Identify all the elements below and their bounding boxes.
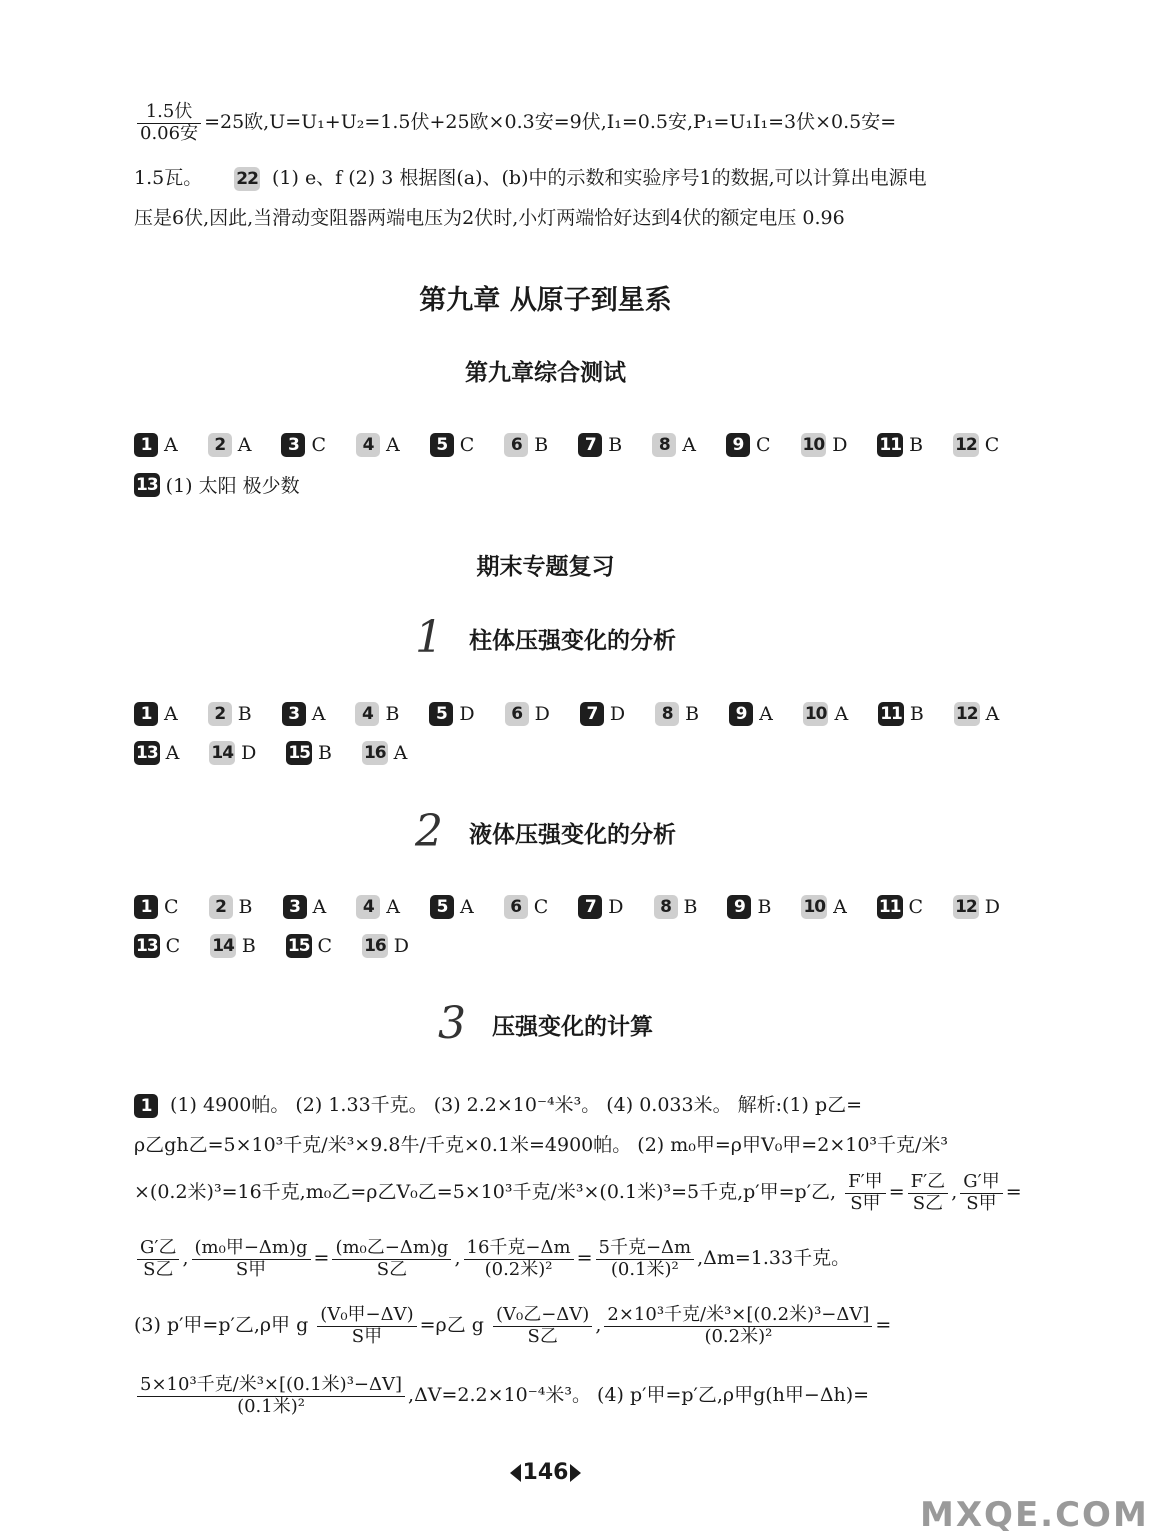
question-badge: 8 (652, 433, 676, 457)
answer-letter: A (985, 703, 1000, 725)
question-badge: 14 (212, 936, 234, 956)
answer-item (134, 934, 180, 958)
top-line-3: 压是6伏,因此,当滑动变阻器两端电压为2伏时,小灯两端恰好达到4伏的额定电压 0.96 (134, 207, 845, 229)
answer-item (356, 433, 400, 457)
question-badge: 1 (134, 433, 158, 457)
question-badge: 1 (134, 895, 158, 919)
answer-letter: D (609, 703, 626, 725)
question-badge: 3 (283, 895, 307, 919)
answer-item (878, 702, 924, 726)
question-badge: 4 (355, 702, 379, 726)
section-2-heading (0, 806, 1091, 857)
top-line-1: $\frac{\text{1.5伏}}{\text{0.06安}}$ =25欧,U=U₁+U₂=1.5伏+25欧×0.3安=9伏,I₁=0.5安,P₁=U₁I₁=3伏×0.5安= (134, 102, 896, 144)
fraction: $\frac{\text{16千克−Δm}}{\text{(0.2米)²}}$ (464, 1238, 574, 1280)
answer-item (729, 702, 773, 726)
fraction: $\frac{\text{(V₀甲−ΔV)}}{\text{S甲}}$ (317, 1305, 416, 1347)
answer-letter: A (834, 703, 849, 725)
answer-letter: B (385, 703, 400, 725)
answer-item (430, 895, 474, 919)
answer-item (578, 895, 623, 919)
solution-line-2: ρ乙gh乙=5×10³千克/米³×9.8牛/千克×0.1米=4900帕。 (2) m₀甲=ρ甲V₀甲=2×10³千克/米³ (134, 1134, 949, 1156)
answer-item (208, 433, 252, 457)
answer-letter: A (164, 703, 178, 725)
question-badge: 11 (880, 704, 902, 724)
question-badge: 7 (578, 895, 602, 919)
answer-letter: D (393, 935, 409, 957)
answer-item (953, 433, 999, 457)
answer-item (362, 934, 409, 958)
answer-item (282, 702, 326, 726)
answer-item (429, 702, 474, 726)
answer-letter: C (984, 434, 1000, 456)
fraction: $\frac{\text{(m₀甲−Δm)g}}{\text{S甲}}$ (192, 1238, 311, 1280)
solution-line-3: ×(0.2米)³=16千克,m₀乙=ρ乙V₀乙=5×10³千克/米³×(0.1米)³=5千克,p′甲=p′乙, $\frac{\text{F′甲}}{\text{S甲}}$ = $\frac{\text{F′乙}}{\text{S乙}}$ , $\frac{\text{G′甲}}{\text{S甲}}$ = (134, 1171, 1022, 1214)
question-badge: 15 (288, 743, 310, 763)
answer-row-s2-1 (134, 895, 1030, 919)
answer-letter: D (984, 896, 1000, 918)
answer-item (726, 433, 771, 457)
arrow-right-icon (570, 1464, 581, 1482)
answer-letter: C (311, 434, 327, 456)
answer-item (281, 433, 326, 457)
question-badge: 6 (504, 433, 528, 457)
section-3-heading (0, 998, 1091, 1049)
answer-row-s1-1 (134, 702, 1029, 726)
answer-letter: B (757, 896, 772, 918)
answer-letter: D (534, 703, 550, 725)
question-badge: 10 (802, 435, 825, 455)
answer-item (209, 895, 253, 919)
answer-letter: D (459, 703, 475, 725)
answer-letter: A (311, 703, 326, 725)
answer-letter: C (755, 434, 771, 456)
solution-line-1: 1 (1) 4900帕。 (2) 1.33千克。 (3) 2.2×10⁻⁴米³。 (4) 0.033米。 解析:(1) p乙= (134, 1090, 862, 1118)
answer-item (283, 895, 327, 919)
answer-item (208, 702, 252, 726)
answer-letter: C (317, 935, 333, 957)
question-badge: 16 (363, 743, 386, 763)
answer-item (134, 895, 179, 919)
answer-letter: C (533, 896, 549, 918)
question-badge: 7 (580, 702, 604, 726)
question-badge: 11 (878, 897, 901, 917)
answer-letter: B (909, 434, 924, 456)
answer-letter: B (909, 703, 924, 725)
question-badge: 2 (208, 702, 232, 726)
answer-letter: C (459, 434, 475, 456)
question-badge: 14 (211, 743, 234, 763)
answer-item (803, 702, 848, 726)
question-badge: 13 (136, 936, 158, 956)
question-badge: 7 (578, 433, 602, 457)
question-badge: 10 (803, 897, 826, 917)
section-number: 2 (415, 806, 443, 857)
answer-letter: D (608, 896, 624, 918)
review-title: 期末专题复习 (476, 554, 615, 580)
question-badge: 13 (136, 743, 158, 763)
answer-item (505, 702, 550, 726)
section-title: 液体压强变化的分析 (469, 821, 676, 848)
answer-letter: A (459, 896, 474, 918)
question-badge: 12 (955, 704, 978, 724)
question-badge: 9 (727, 895, 751, 919)
answer-letter: A (312, 896, 327, 918)
answer-item (801, 433, 848, 457)
answer-letter: B (685, 703, 700, 725)
solution-line-5: (3) p′甲=p′乙,ρ甲 g $\frac{\text{(V₀甲−ΔV)}}{\text{S甲}}$ =ρ乙 g $\frac{\text{(V₀乙−ΔV)}}{\text{S乙}}$ , $\frac{\text{2×10³千克/米³×[(0.2米)³−ΔV]}}{\text{(0.2米)²}}$ = (134, 1304, 892, 1347)
question-badge: 12 (955, 435, 977, 455)
question-badge: 1 (134, 1094, 158, 1118)
question-badge: 4 (356, 895, 380, 919)
answer-letter: B (238, 896, 253, 918)
answer-item (286, 741, 332, 765)
section-title: 柱体压强变化的分析 (469, 627, 676, 654)
question-badge: 3 (281, 433, 305, 457)
question-badge: 2 (209, 895, 233, 919)
answer-item (727, 895, 771, 919)
answer-item (504, 895, 549, 919)
question-badge: 9 (726, 433, 750, 457)
answer-letter: A (386, 896, 400, 918)
fraction: $\frac{\text{G′甲}}{\text{S甲}}$ (960, 1172, 1002, 1214)
answer-item (877, 895, 923, 919)
question-badge: 12 (955, 897, 977, 917)
fraction: $\frac{\text{G′乙}}{\text{S乙}}$ (137, 1238, 179, 1280)
answer-row-ch9 (134, 433, 1029, 457)
answer-item (355, 702, 399, 726)
answer-item (652, 433, 696, 457)
answer-letter: C (908, 896, 924, 918)
answer-item (578, 433, 622, 457)
question-badge: 13 (136, 474, 158, 495)
answer-item (210, 934, 256, 958)
question-badge: 22 (236, 169, 258, 189)
question-badge: 5 (430, 895, 454, 919)
answer-row-s2-2 (134, 934, 439, 958)
fraction: $\frac{\text{F′甲}}{\text{S甲}}$ (845, 1172, 886, 1214)
question-badge: 9 (729, 702, 753, 726)
fraction: $\frac{\text{(m₀乙−Δm)g}}{\text{S乙}}$ (332, 1238, 451, 1280)
chapter-title: 第九章 从原子到星系 (419, 285, 672, 316)
question-badge: 4 (356, 433, 380, 457)
fraction: $\frac{\text{5×10³千克/米³×[(0.1米)³−ΔV]}}{\text{(0.1米)²}}$ (137, 1375, 405, 1417)
question-badge: 1 (134, 702, 158, 726)
section-number: 1 (415, 612, 443, 663)
answer-letter: A (165, 742, 180, 764)
answer-item (504, 433, 548, 457)
answer-letter: B (317, 742, 332, 764)
answer-letter: A (759, 703, 773, 725)
question-badge: 16 (364, 936, 386, 956)
solution-line-4: $\frac{\text{G′乙}}{\text{S乙}}$ , $\frac{\text{(m₀甲−Δm)g}}{\text{S甲}}$ = $\frac{\text{(m₀乙−Δm)g}}{\text{S乙}}$ , $\frac{\text{16千克−Δm}}{\text{(0.2米)²}}$ = $\frac{\text{5千克−Δm}}{\text{(0.1米)²}}$ ,Δm=1.33千克。 (134, 1238, 850, 1280)
answer-item (362, 741, 407, 765)
question-badge: 8 (654, 895, 678, 919)
section-1-heading (0, 612, 1091, 663)
page-number: 146 (0, 1460, 1091, 1485)
answer-letter: A (682, 434, 696, 456)
solution-line-6: $\frac{\text{5×10³千克/米³×[(0.1米)³−ΔV]}}{\text{(0.1米)²}}$ ,ΔV=2.2×10⁻⁴米³。 (4) p′甲=p′乙,ρ甲g(h甲−Δh)= (134, 1375, 869, 1417)
arrow-left-icon (510, 1464, 521, 1482)
question-badge: 6 (505, 702, 529, 726)
answer-item (801, 895, 846, 919)
question-badge: 15 (287, 936, 310, 956)
question-badge: 3 (282, 702, 306, 726)
question-badge: 8 (655, 702, 679, 726)
answer-letter: D (241, 742, 257, 764)
answer-letter: B (237, 703, 252, 725)
fraction: $\frac{\text{F′乙}}{\text{S乙}}$ (908, 1172, 949, 1214)
answer-row-ch9-q13: 13 (1) 太阳 极少数 (136, 474, 300, 497)
question-badge: 5 (430, 433, 454, 457)
answer-item (655, 702, 699, 726)
answer-letter: A (386, 434, 400, 456)
question-badge: 2 (208, 433, 232, 457)
question-badge: 5 (429, 702, 453, 726)
answer-item (877, 433, 923, 457)
question-badge: 6 (504, 895, 528, 919)
answer-letter: D (832, 434, 848, 456)
answer-item (134, 433, 178, 457)
answer-letter: A (833, 896, 847, 918)
answer-letter: A (393, 742, 408, 764)
answer-item (209, 741, 256, 765)
top-line-2: 1.5瓦。 22 (1) e、f (2) 3 根据图(a)、(b)中的示数和实验序号1的数据,可以计算出电源电 (134, 167, 927, 189)
answer-letter: B (608, 434, 623, 456)
chapter-subtitle: 第九章综合测试 (465, 360, 626, 386)
answer-item (134, 702, 178, 726)
answer-item (134, 741, 179, 765)
answer-letter: C (164, 896, 179, 918)
fraction: $\frac{\text{5千克−Δm}}{\text{(0.1米)²}}$ (596, 1238, 695, 1280)
answer-item (654, 895, 698, 919)
answer-letter: B (683, 896, 698, 918)
answer-letter: C (165, 935, 181, 957)
section-number: 3 (438, 998, 466, 1049)
answer-item (430, 433, 475, 457)
question-badge: 10 (804, 704, 827, 724)
answer-item (580, 702, 625, 726)
answer-item (356, 895, 400, 919)
answer-letter: B (534, 434, 549, 456)
fraction: $\frac{\text{(V₀乙−ΔV)}}{\text{S乙}}$ (493, 1305, 592, 1347)
answer-item (286, 934, 332, 958)
answer-letter: B (241, 935, 256, 957)
section-title: 压强变化的计算 (492, 1013, 653, 1040)
answer-letter: A (237, 434, 252, 456)
question-badge: 11 (879, 435, 902, 455)
answer-letter: A (164, 434, 178, 456)
answer-item (954, 702, 999, 726)
answer-item (953, 895, 1000, 919)
watermark: MXQE.COM (920, 1495, 1149, 1535)
fraction: $\frac{\text{1.5伏}}{\text{0.06安}}$ (137, 102, 201, 144)
fraction: $\frac{\text{2×10³千克/米³×[(0.2米)³−ΔV]}}{\text{(0.2米)²}}$ (604, 1305, 872, 1347)
answer-row-s1-2 (134, 741, 437, 765)
